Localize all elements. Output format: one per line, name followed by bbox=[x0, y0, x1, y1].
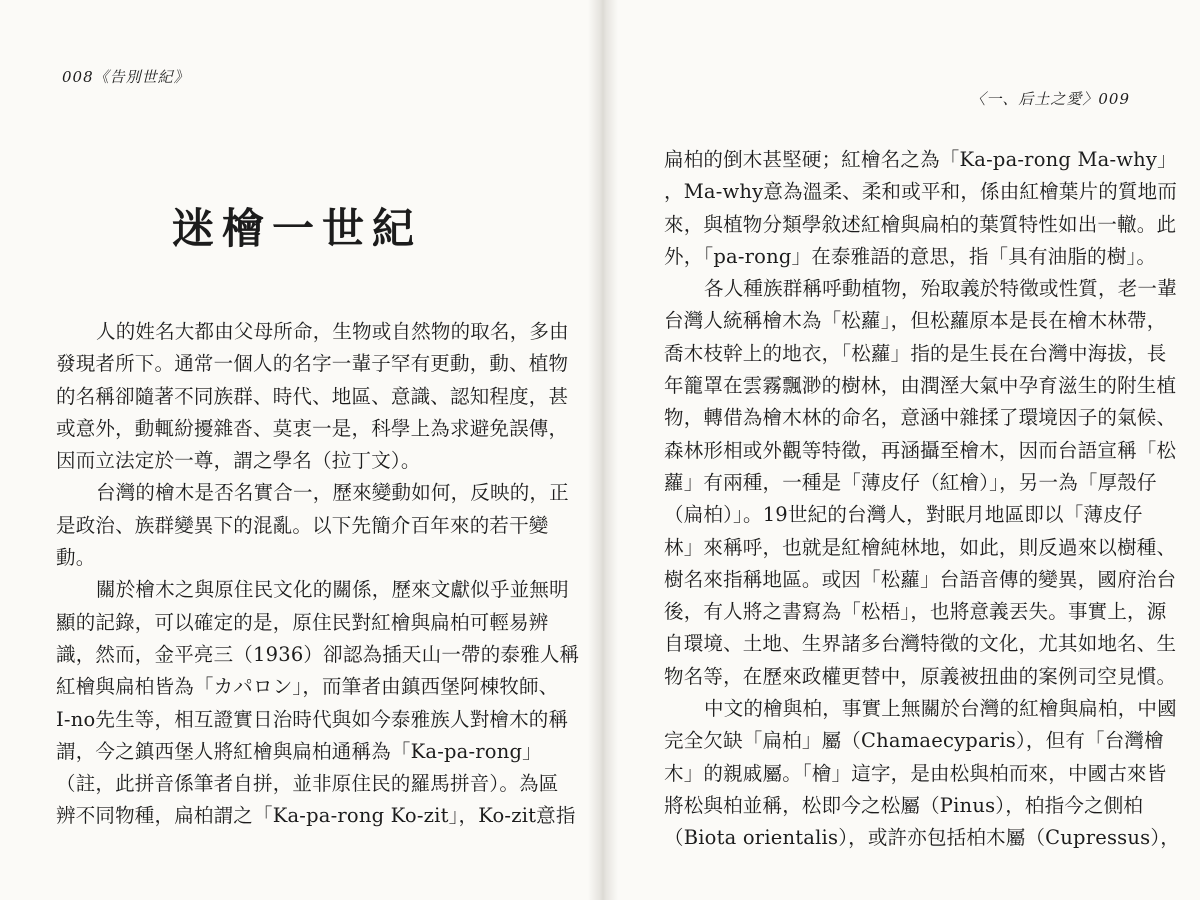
text-line: 物，轉借為檜木林的命名，意涵中雜揉了環境因子的氣候、 bbox=[664, 406, 1177, 430]
text-line: ，Ma-why意為溫柔、柔和或平和，係由紅檜葉片的質地而 bbox=[664, 180, 1178, 204]
text-line: 或意外，動輒紛擾雜沓、莫衷一是，科學上為求避免誤傳， bbox=[56, 416, 569, 440]
text-line: 發現者所下。通常一個人的名字一輩子罕有更動，動、植物 bbox=[56, 352, 569, 376]
text-line: 外，「pa-rong」在泰雅語的意思，指「具有油脂的樹」。 bbox=[664, 244, 1157, 268]
text-line: 識，然而，金平亮三（1936）卻認為插天山一帶的泰雅人稱 bbox=[56, 642, 580, 666]
right-page-header: 〈一、后土之愛〉009 bbox=[970, 90, 1130, 108]
text-line: 紅檜與扁柏皆為「カパロン」，而筆者由鎮西堡阿棟牧師、 bbox=[56, 675, 559, 699]
chapter-title: 迷檜一世紀 bbox=[172, 204, 423, 253]
text-line: （扁柏）」。19世紀的台灣人，對眠月地區即以「薄皮仔 bbox=[664, 503, 1143, 527]
text-line: 後，有人將之書寫為「松梧」，也將意義丟失。事實上，源 bbox=[664, 600, 1167, 624]
text-line: 各人種族群稱呼動植物，殆取義於特徵或性質，老一輩 bbox=[704, 277, 1177, 301]
text-line: 完全欠缺「扁柏」屬（Chamaecyparis），但有「台灣檜 bbox=[664, 729, 1164, 753]
text-line: 將松與柏並稱，松即今之松屬（Pinus），柏指今之側柏 bbox=[664, 793, 1144, 817]
text-line: 人的姓名大都由父母所命，生物或自然物的取名，多由 bbox=[96, 320, 569, 343]
text-line: 來，與植物分類學敘述紅檜與扁柏的葉質特性如出一轍。此 bbox=[664, 212, 1177, 236]
text-line: 喬木枝幹上的地衣，「松蘿」指的是生長在台灣中海拔，長 bbox=[664, 341, 1167, 365]
text-line: 動。 bbox=[56, 546, 96, 570]
right-page bbox=[604, 0, 1200, 900]
text-line: 森林形相或外觀等特徵，再涵攝至檜木，因而台語宣稱「松 bbox=[664, 438, 1177, 462]
text-line: 的名稱卻隨著不同族群、時代、地區、意識、認知程度，甚 bbox=[56, 384, 569, 408]
text-line: 辨不同物種，扁柏謂之「Ka-pa-rong Ko-zit」，Ko-zit意指 bbox=[56, 804, 576, 828]
text-line: 自環境、土地、生界諸多台灣特徵的文化，尤其如地名、生 bbox=[664, 632, 1177, 656]
text-line: 關於檜木之與原住民文化的關係，歷來文獻似乎並無明 bbox=[96, 578, 569, 602]
text-line: 樹名來指稱地區。或因「松蘿」台語音傳的變異，國府治台 bbox=[664, 567, 1177, 591]
text-line: 台灣人統稱檜木為「松蘿」，但松蘿原本是長在檜木林帶， bbox=[664, 309, 1167, 333]
text-line: 扁柏的倒木甚堅硬；紅檜名之為「Ka-pa-rong Ma-why」 bbox=[664, 148, 1177, 171]
text-line: 蘿」有兩種，一種是「薄皮仔（紅檜）」，另一為「厚殼仔 bbox=[664, 470, 1157, 494]
text-line: 中文的檜與柏，事實上無關於台灣的紅檜與扁柏，中國 bbox=[704, 697, 1177, 721]
text-line: 林」來稱呼，也就是紅檜純林地，如此，則反過來以樹種、 bbox=[664, 535, 1177, 559]
text-line: 木」的親戚屬。「檜」這字，是由松與柏而來，中國古來皆 bbox=[664, 761, 1167, 785]
text-line: I-no先生等，相互證實日治時代與如今泰雅族人對檜木的稱 bbox=[56, 707, 569, 731]
text-line: 顯的記錄，可以確定的是，原住民對紅檜與扁柏可輕易辨 bbox=[56, 610, 549, 634]
text-line: 台灣的檜木是否名實合一，歷來變動如何，反映的，正 bbox=[96, 481, 569, 505]
right-page-body bbox=[664, 144, 1181, 855]
text-line: 因而立法定於一尊，謂之學名（拉丁文）。 bbox=[56, 449, 421, 473]
left-page-body bbox=[56, 316, 580, 833]
text-line: 謂，今之鎮西堡人將紅檜與扁柏通稱為「Ka-pa-rong」 bbox=[56, 739, 542, 763]
text-line: 年籠罩在雲霧飄渺的樹林，由潤溼大氣中孕育滋生的附生植 bbox=[664, 374, 1177, 398]
text-line: 是政治、族群變異下的混亂。以下先簡介百年來的若干變 bbox=[56, 513, 549, 537]
text-line: （註，此拼音係筆者自拼，並非原住民的羅馬拼音）。為區 bbox=[56, 772, 559, 796]
text-line: （Biota orientalis），或許亦包括柏木屬（Cupressus）， bbox=[664, 826, 1181, 850]
left-page-header: 008《告別世紀》 bbox=[62, 68, 190, 86]
text-line: 物名等，在歷來政權更替中，原義被扭曲的案例司空見慣。 bbox=[664, 664, 1177, 688]
